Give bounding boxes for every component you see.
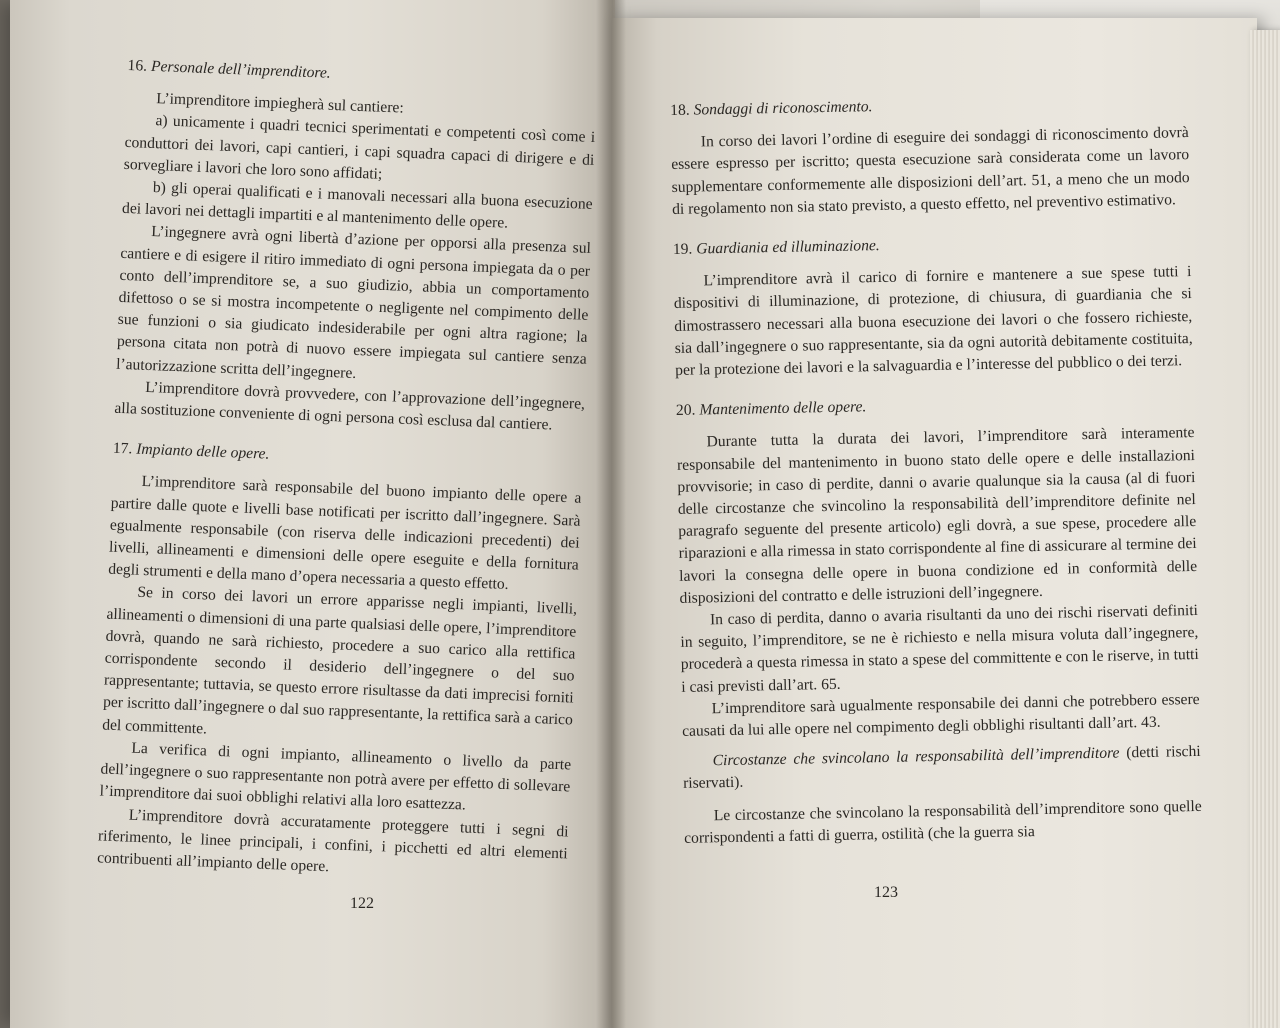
paragraph: In corso dei lavori l’ordine di eseguire dei sondaggi di riconoscimento dovrà essere espresso per iscritto; questa esecuzione sarà considerata come un lavoro supplementare conformemente alle disposizioni dell’art. 51, a meno che un modo di regolamento non sia stato previsto, a questo effetto, nel preventivo estimativo.: [671, 124, 1190, 218]
subsection-heading: [683, 741, 1202, 795]
paragraph: L’imprenditore impiegherà sul cantiere:: [156, 90, 405, 117]
section-title: Personale dell’imprenditore.: [150, 57, 332, 82]
subsection-title: Circostanze che svincolano la responsabilità dell’imprenditore: [712, 744, 1120, 770]
page-number-left: 122: [350, 895, 374, 912]
section-title: Impianto delle opere.: [135, 440, 270, 463]
section-heading: [670, 90, 1188, 122]
paragraph: L’imprenditore sarà responsabile del buono impianto delle opere a partire dalle quote e livelli base notificati per iscritto dall’ingegnere. Sarà egualmente responsabile (con riserva delle indicazioni precedenti) dei livelli, allineamenti e dimensioni delle opere eseguite e della fornitura degli strumenti e della mano d’opera necessaria a questo effetto.: [107, 473, 582, 594]
paragraph: L’imprenditore dovrà accuratamente proteggere tutti i segni di riferimento, le linee principali, i confini, i picchetti ed altri elementi contribuenti all’impianto delle opere.: [96, 806, 569, 876]
left-page-text: [96, 55, 598, 906]
section-number: 19.: [672, 240, 693, 258]
section-number: 17.: [112, 439, 133, 458]
paragraph: a) unicamente i quadri tecnici sperimentati e competenti così come i conduttori dei lavori, capi cantieri, i capi squadra capaci di dirigere e di sorvegliare i lavori che loro sono affidati;: [123, 112, 596, 183]
section-number: 16.: [127, 56, 148, 75]
paragraph: Le circostanze che svincolano la responsabilità dell’imprenditore sono quelle corrispondenti a fatti di guerra, ostilità (che la guerra sia: [684, 797, 1202, 847]
page-number-right: 123: [874, 884, 898, 901]
paragraph: L’imprenditore avrà il carico di fornire e mantenere a sue spese tutti i dispositivi di illuminazione, di protezione, di chiusura, di guardiania che si dimostrassero necessari alla buona esecuzione dei lavori o che fossero richieste, sia dall’ingegnere o suo rappresentante, sia da ogni autorità debitamente costituita, per la protezione dei lavori e la salvaguardia e l’interesse del pubblico o dei terzi.: [673, 263, 1193, 379]
section-20: [676, 390, 1203, 850]
section-number: 20.: [675, 401, 696, 420]
paragraph: L’ingegnere avrà ogni libertà d’azione per opporsi alla presenza sul cantiere e di esigere il ritiro immediato di ogni persona impiegata da o per conto dell’imprenditore se, a suo giudizio, abbia un comportamento difettoso o se si mostra incompetente o negligente nel compimento delle sue funzioni o sia giudicato indesiderabile per ogni altra ragione; la persona citata non potrà di nuovo essere impiegata sul cantiere senza l’autorizzazione scritta dell’ingegnere.: [115, 223, 592, 382]
right-page: [612, 18, 1257, 1028]
paragraph: In caso di perdita, danno o avaria risultanti da uno dei rischi riservati definiti in seguito, l’imprenditore, se ne è richiesto e nella misura voluta dall’ingegnere, procederà a questa rimessa in stato a spese del committente e con le riserve, in tutti i casi previsti dall’art. 65.: [680, 602, 1199, 696]
section-heading: [673, 229, 1191, 261]
left-page: [10, 0, 615, 1028]
section-19: [673, 229, 1194, 382]
paragraph: L’imprenditore dovrà provvedere, con l’approvazione dell’ingegnere, alla sostituzione conveniente di ogni persona così esclusa dal cantiere.: [114, 378, 586, 434]
paragraph: Durante tutta la durata dei lavori, l’imprenditore sarà interamente responsabile del mantenimento in buono stato delle opere e delle installazioni provvisorie; in caso di perdite, danni o avarie qualunque sia la causa (al di fuori delle circostanze che svincolino la responsabilità dell’imprenditore definite nel paragrafo seguente del presente articolo) egli dovrà, a sue spese, procedere alle riparazioni e alla rimessa in stato corrispondente al fine di assicurare al termine dei lavori la consegna delle opere in buona condizione ed in conformità delle disposizioni del contratto e delle istruzioni dell’ingegnere.: [676, 424, 1198, 607]
section-17: [97, 438, 583, 888]
page-edges: [1250, 30, 1280, 1028]
section-16: [114, 55, 598, 438]
section-18: [670, 90, 1190, 221]
subsection-suffix: (detti rischi riservati).: [682, 743, 1201, 793]
paragraph: Se in corso dei lavori un errore apparisse negli impianti, livelli, allineamenti o dimensioni di una parte qualsiasi delle opere, l’imprenditore dovrà, quando ne sarà richiesto, procedere a suo carico alla rettifica corrispondente secondo il desiderio dell’ingegnere o del suo rappresentante; tuttavia, se questo errore risultasse da dati imprecisi forniti per iscritto dall’ingegnere o dal suo rappresentante, la rettifica sarà a carico del committente.: [101, 584, 578, 738]
section-heading: [676, 390, 1194, 422]
section-title: Guardiania ed illuminazione.: [696, 237, 880, 258]
section-number: 18.: [670, 101, 690, 119]
paragraph: b) gli operai qualificati e i manovali necessari alla buona esecuzione dei lavori nei dettagli impartiti e al mantenimento delle opere.: [121, 179, 593, 232]
section-title: Mantenimento delle opere.: [699, 398, 867, 419]
right-page-text: [670, 90, 1203, 868]
paragraph: L’imprenditore sarà ugualmente responsabile dei danni che potrebbero essere causati da lui alle opere nel compimento degli obblighi risultanti dall’art. 43.: [681, 690, 1200, 740]
paragraph: La verifica di ogni impianto, allineamento o livello da parte dell’ingegnere o suo rappresentante non potrà avere per effetto di sollevare l’imprenditore dai suoi obblighi relativi alla loro esattezza.: [99, 739, 572, 814]
section-title: Sondaggi di riconoscimento.: [693, 98, 873, 119]
